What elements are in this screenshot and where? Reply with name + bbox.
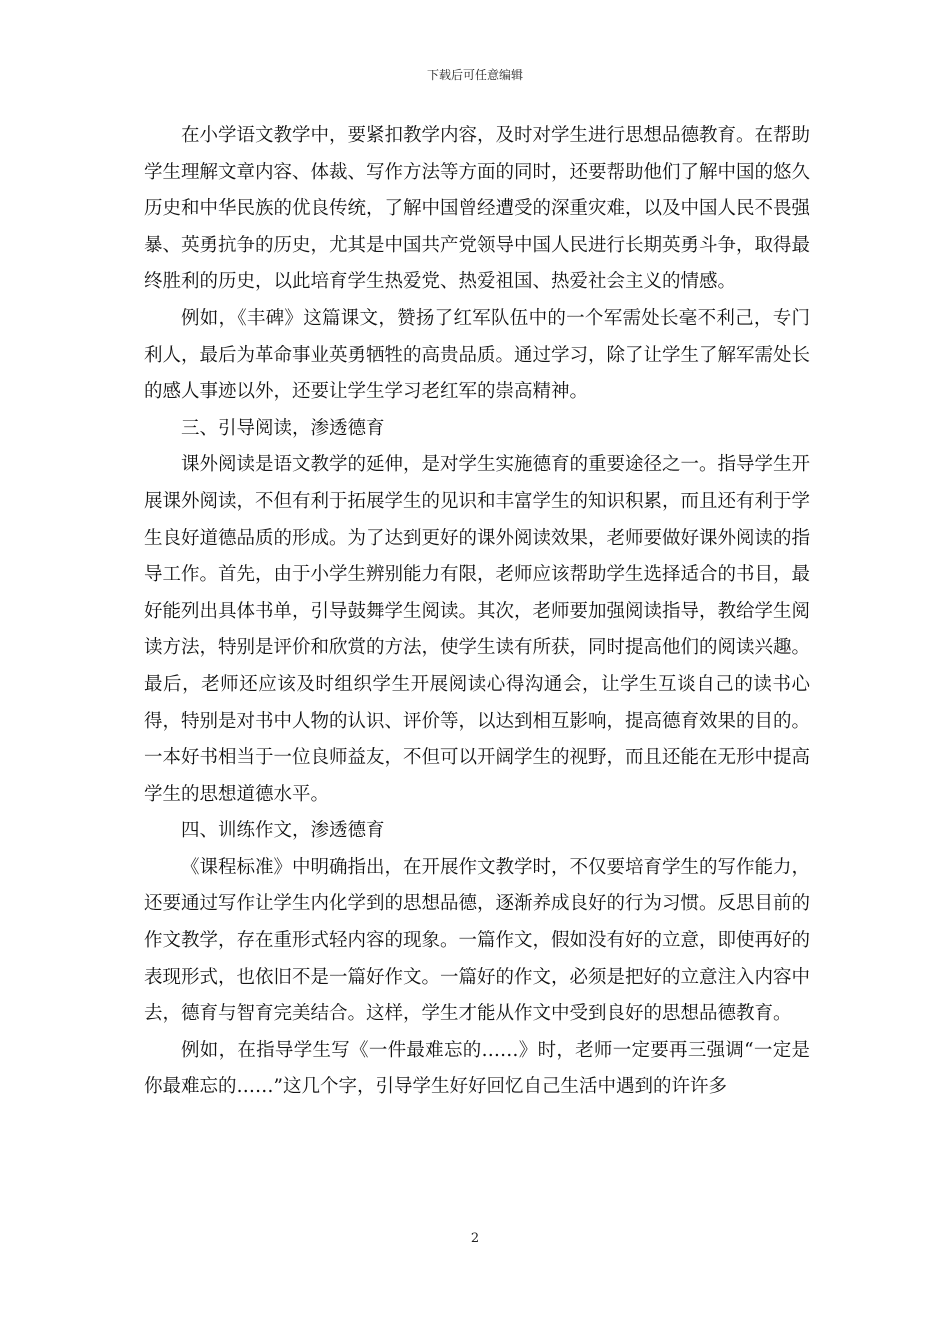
section-heading-reading: 三、引导阅读，渗透德育 — [181, 417, 385, 439]
paragraph-composition-teaching: 《课程标准》中明确指出，在开展作文教学时，不仅要培育学生的写作能力，还要通过写作让学生内化学到的思想品德，逐渐养成良好的行为习惯。反思目前的作文教学，存在重形式轻内容的现象。一篇作文，假如没有好的立意，即使再好的表现形式，也依旧不是一篇好作文。一篇好的作文，必须是把好的立意注入内容中去，德育与智育完美结合。这样，学生才能从作文中受到良好的思想品德教育。 — [144, 856, 811, 1025]
page-number: 2 — [470, 1231, 480, 1246]
document-body — [144, 118, 810, 1106]
page-header — [0, 67, 950, 83]
paragraph-fengbei-example: 例如，《丰碑》这篇课文，赞扬了红军队伍中的一个军需处长毫不利己，专门利人，最后为革命事业英勇牺牲的高贵品质。通过学习，除了让学生了解军需处长的感人事迹以外，还要让学生学习老红军的崇高精神。 — [144, 307, 811, 403]
section-heading-composition: 四、训练作文，渗透德育 — [181, 820, 385, 842]
paragraph-extracurricular-reading: 课外阅读是语文教学的延伸，是对学生实施德育的重要途径之一。指导学生开展课外阅读，不但有利于拓展学生的见识和丰富学生的知识积累，而且还有利于学生良好道德品质的形成。为了达到更好的课外阅读效果，老师要做好课外阅读的指导工作。首先，由于小学生辨别能力有限，老师应该帮助学生选择适合的书目，最好能列出具体书单，引导鼓舞学生阅读。其次，老师要加强阅读指导，教给学生阅读方法，特别是评价和欣赏的方法，使学生读有所获，同时提高他们的阅读兴趣。最后，老师还应该及时组织学生开展阅读心得沟通会，让学生互谈自己的读书心得，特别是对书中人物的认识、评价等，以达到相互影响，提高德育效果的目的。一本好书相当于一位良师益友，不但可以开阔学生的视野，而且还能在无形中提高学生的思想道德水平。 — [144, 454, 811, 805]
header-text: 下载后可任意编辑 — [426, 68, 523, 82]
paragraph-moral-education-intro: 在小学语文教学中，要紧扣教学内容，及时对学生进行思想品德教育。在帮助学生理解文章内容、体裁、写作方法等方面的同时，还要帮助他们了解中国的悠久历史和中华民族的优良传统，了解中国曾经遭受的深重灾难，以及中国人民不畏强暴、英勇抗争的历史，尤其是中国共产党领导中国人民进行长期英勇斗争，取得最终胜利的历史，以此培育学生热爱党、热爱祖国、热爱社会主义的情感。 — [144, 125, 811, 293]
page-footer — [0, 1231, 950, 1247]
paragraph-composition-example: 例如，在指导学生写《一件最难忘的……》时，老师一定要再三强调“一定是你最难忘的……”这几个字，引导学生好好回忆自己生活中遇到的许许多 — [144, 1039, 810, 1098]
